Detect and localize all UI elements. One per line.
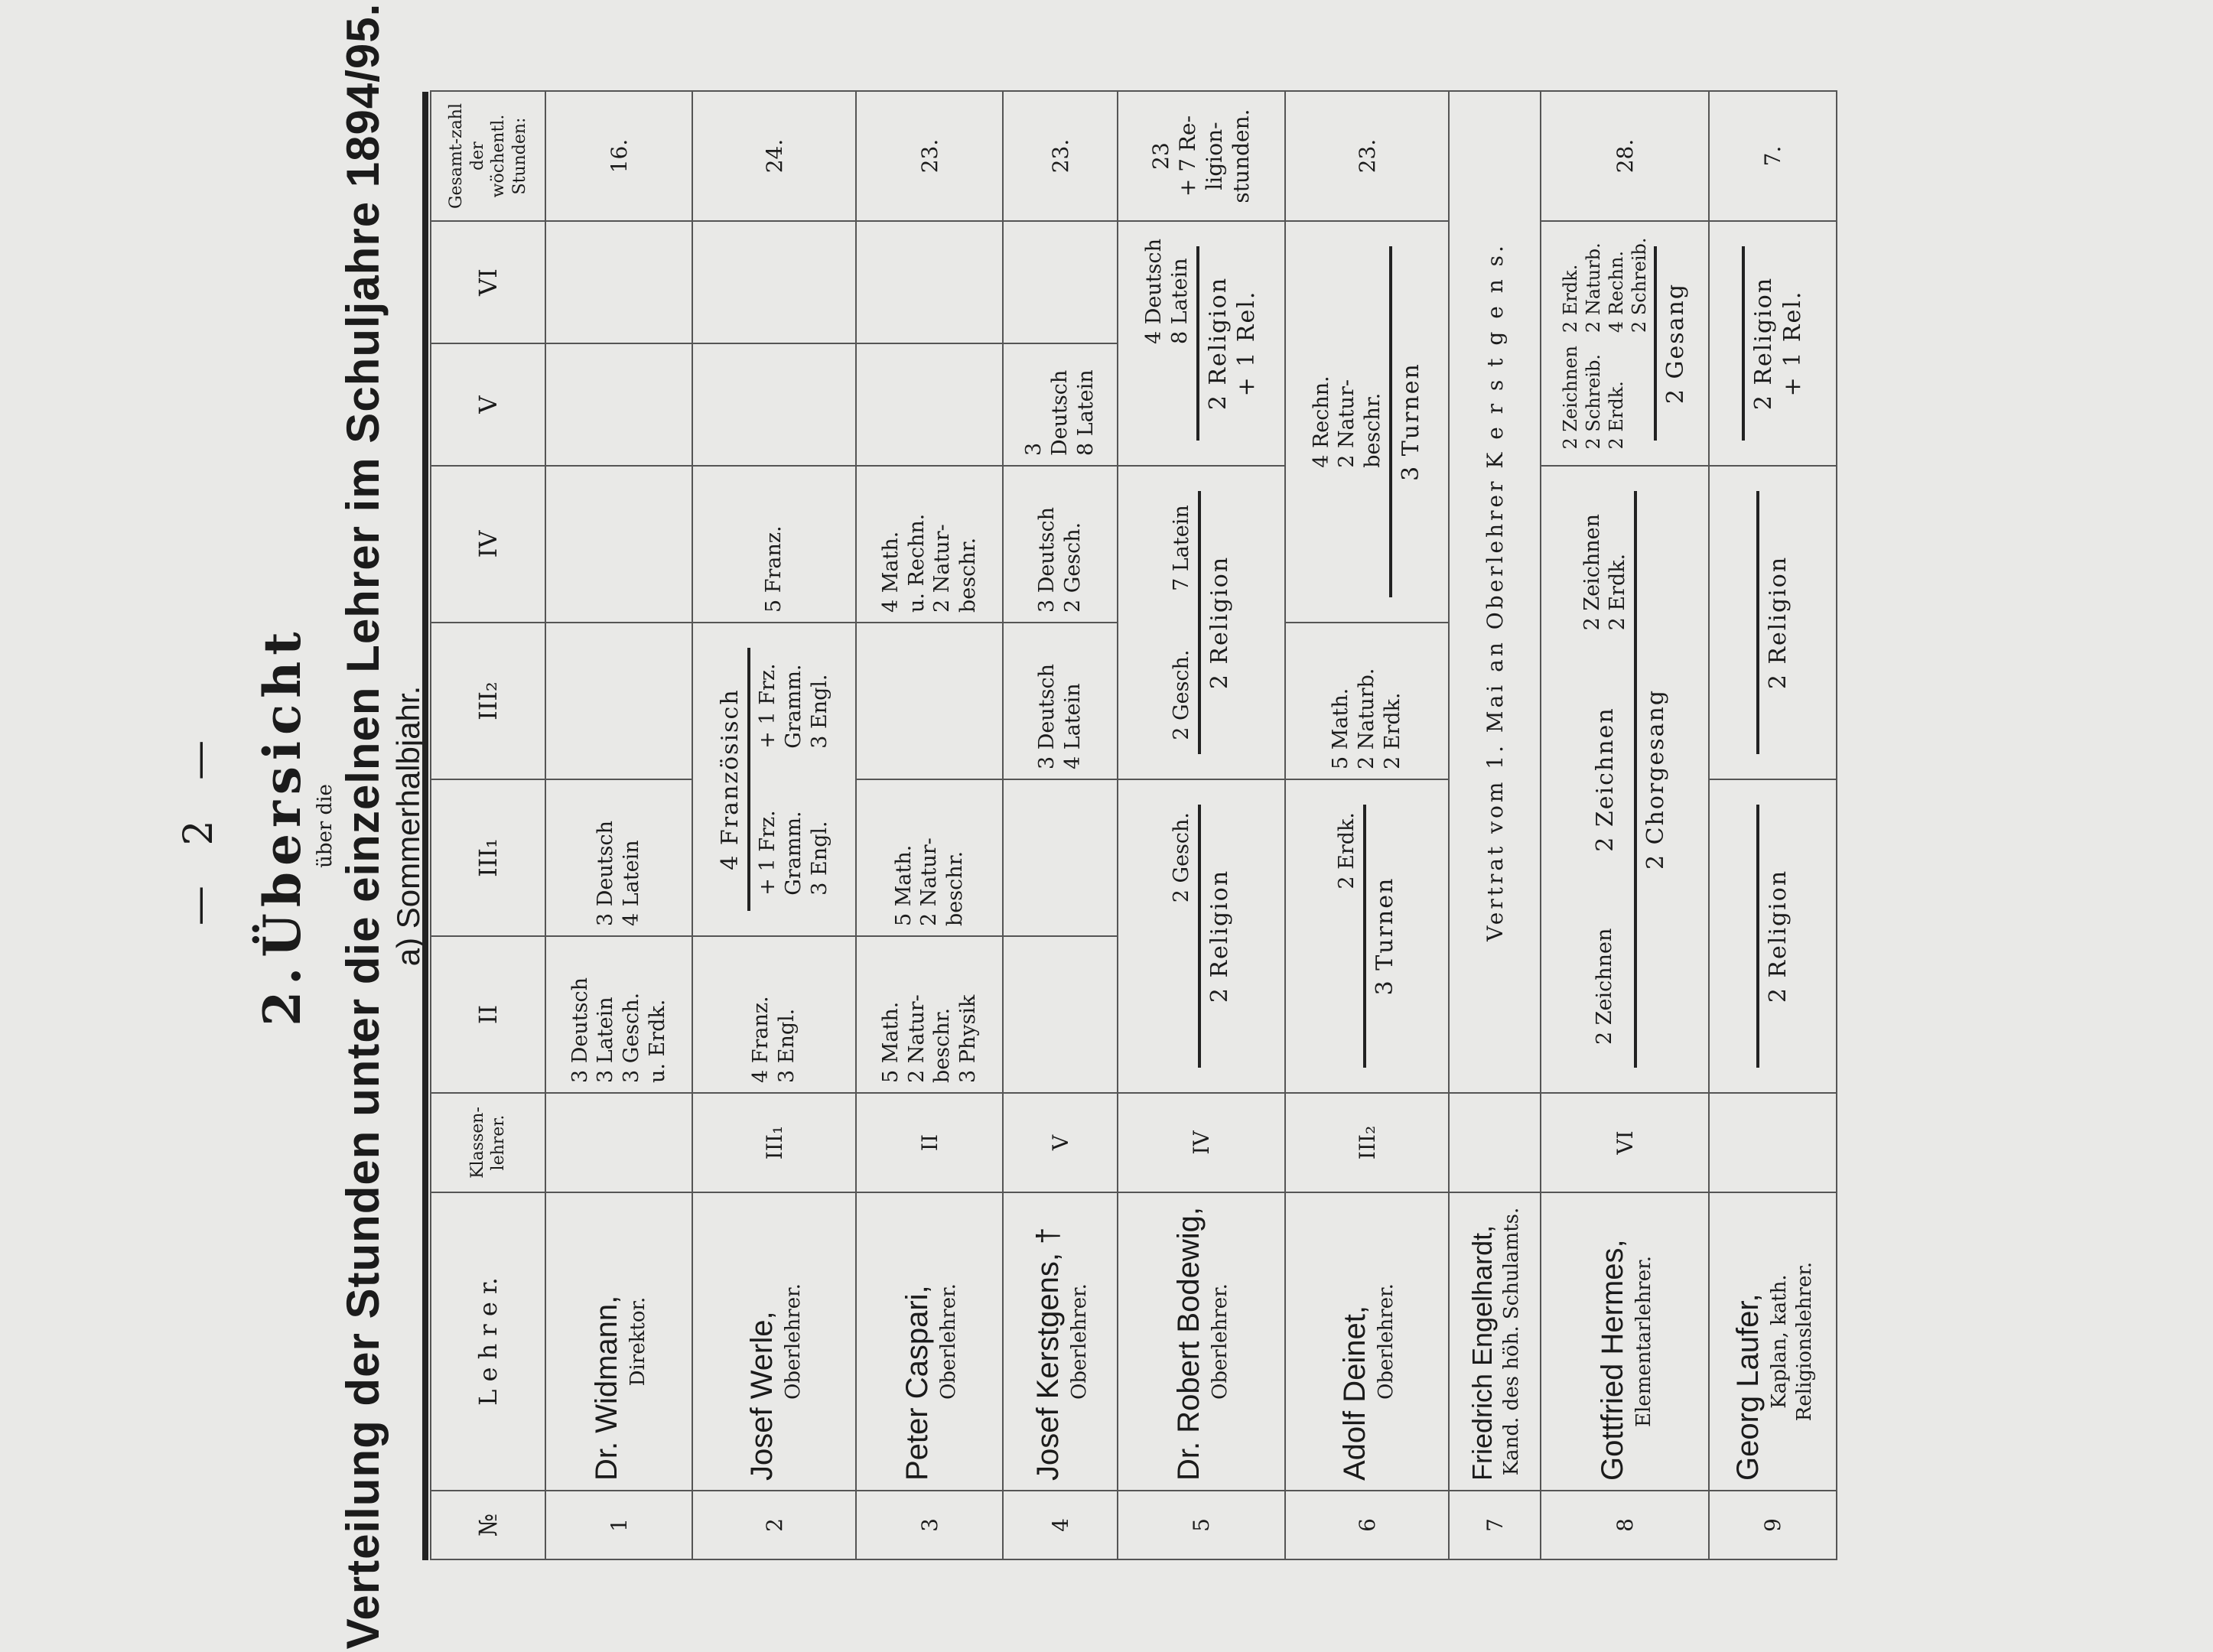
header-col-III1: III₁ (431, 779, 545, 936)
row-nr: 9 (1709, 1491, 1837, 1559)
span-label: 3 Turnen (1372, 876, 1399, 996)
klassenlehrer-cell: VI (1541, 1093, 1709, 1192)
table-subtitle: Verteilung der Stunden unter die einzelnen Lehrer im Schuljahre 1894/95. (337, 2, 389, 1650)
teacher-cell (1003, 1192, 1118, 1491)
section-word: Übersicht (252, 626, 312, 958)
teacher-role: Oberlehrer. (781, 1283, 805, 1400)
teacher-name: Gottfried Hermes, (1595, 1239, 1629, 1481)
hours-III1: 3 Deutsch 4 Latein (594, 821, 643, 926)
teacher-role: Oberlehrer. (1374, 1283, 1398, 1400)
teacher-cell (1285, 1192, 1449, 1491)
teacher-name: Friedrich Engelhardt, (1466, 1224, 1499, 1481)
cell-V-VI (1118, 221, 1285, 466)
cell-V (545, 343, 692, 466)
hours-III1: 2 Gesch. (1169, 812, 1193, 903)
teacher-name: Dr. Robert Bodewig, (1172, 1207, 1206, 1481)
total-hours: 23. (856, 91, 1003, 221)
table-row (1709, 91, 1837, 1559)
hours-IV: 7 Latein (1169, 505, 1193, 591)
cell-VI (1003, 221, 1118, 343)
cell-III2 (1285, 623, 1449, 779)
section-number: 2. (252, 961, 312, 1026)
klassenlehrer-cell: IV (1118, 1093, 1285, 1192)
table-row (545, 91, 692, 1559)
header-row (431, 91, 545, 1559)
teacher-name: Georg Laufer, (1731, 1293, 1766, 1481)
total-hours: 23. (1003, 91, 1118, 221)
cell-III2 (856, 623, 1003, 779)
teacher-name: Dr. Widmann, (589, 1295, 623, 1481)
header-col-IV: IV (431, 466, 545, 623)
cell-II (856, 936, 1003, 1093)
brace-mark (1756, 805, 1759, 1068)
cell-II-III1 (1709, 779, 1837, 1093)
hours-VI: 4 Deutsch 8 Latein (1142, 239, 1192, 344)
cell-III2 (1003, 623, 1118, 779)
klassenlehrer-cell: II (856, 1093, 1003, 1192)
span-label: 2 Religion + 1 Rel. (1750, 276, 1806, 411)
cell-IV (545, 466, 692, 623)
hours-II: 3 Deutsch 3 Latein 3 Gesch. u. Erdk. (568, 977, 669, 1083)
table-row (1449, 91, 1541, 1559)
hours-III2: 3 Deutsch 4 Latein (1035, 664, 1085, 769)
hours-III1: 2 Erdk. (1335, 812, 1359, 889)
header-col-II: II (431, 936, 545, 1093)
hours-III1: + 1 Frz. Gramm. 3 Engl. (756, 810, 832, 896)
header-lehrer: L e h r e r. (431, 1192, 545, 1491)
hours-V: 4 Rechn. 2 Natur- beschr. (1309, 376, 1385, 468)
cell-V-VI (1541, 221, 1709, 466)
span-label-III1-III2: 2 Zeichnen (1591, 707, 1619, 852)
row-nr: 1 (545, 1491, 692, 1559)
teacher-name: Peter Caspari, (900, 1285, 935, 1481)
cell-IV (1003, 466, 1118, 623)
brace-mark (1198, 491, 1201, 754)
teacher-cell (1541, 1192, 1709, 1491)
header-gesamt: Gesamt-zahl der wöchentl. Stunden: (431, 91, 545, 221)
klassenlehrer-cell (1709, 1093, 1837, 1192)
klassenlehrer-cell (545, 1093, 692, 1192)
hours-IV: 3 Deutsch 2 Gesch. (1035, 507, 1085, 613)
cell-III2-IV (1709, 466, 1837, 779)
cell-V (1003, 343, 1118, 466)
cell-II (545, 936, 692, 1093)
total-hours: 24. (692, 91, 856, 221)
teacher-cell (1709, 1192, 1837, 1491)
top-rule (422, 92, 428, 1560)
teacher-name: Adolf Deinet, (1337, 1305, 1372, 1481)
table-row (1118, 91, 1285, 1559)
hours-III2: 2 Gesch. (1169, 649, 1193, 740)
teacher-role: Kaplan, kath. Religionslehrer. (1768, 1261, 1816, 1422)
teacher-cell (692, 1192, 856, 1491)
brace-mark (1654, 246, 1657, 441)
section-title (252, 0, 312, 1652)
header-col-III2: III₂ (431, 623, 545, 779)
total-hours: 28. (1541, 91, 1709, 221)
table-row (1003, 91, 1118, 1559)
teacher-role: Oberlehrer. (937, 1283, 961, 1400)
teacher-hours-table (430, 90, 1837, 1560)
hours-II: 5 Math. 2 Natur- beschr. 3 Physik (878, 994, 981, 1083)
teacher-name: Josef Werle, (744, 1311, 779, 1481)
klassenlehrer-cell: V (1003, 1093, 1118, 1192)
brace-mark (1756, 491, 1759, 754)
header-nr: № (431, 1491, 545, 1559)
total-hours: 7. (1709, 91, 1837, 221)
page-number: — 2 — (176, 726, 222, 926)
table-row (856, 91, 1003, 1559)
vertrat-note: Vertrat vom 1. Mai an Oberlehrer K e r s t g e n s. (1449, 91, 1541, 1093)
uber-die: über die (314, 784, 337, 868)
cell-III1 (545, 779, 692, 936)
table-row (1541, 91, 1709, 1559)
cell-III1-III2 (692, 623, 856, 936)
teacher-role: Oberlehrer. (1209, 1283, 1232, 1400)
hours-IV: 5 Franz. (762, 525, 786, 613)
row-nr: 4 (1003, 1491, 1118, 1559)
hours-VI: 2 Erdk. 2 Naturb. 4 Rechn. 2 Schreib. (1560, 237, 1651, 333)
cell-II-III1 (1285, 779, 1449, 1093)
klassenlehrer-cell: III₂ (1285, 1093, 1449, 1192)
hours-III1: 5 Math. 2 Natur- beschr. (891, 837, 968, 926)
row-nr: 2 (692, 1491, 856, 1559)
row-nr: 5 (1118, 1491, 1285, 1559)
span-label: 2 Religion (1764, 869, 1792, 1003)
klassenlehrer-cell (1449, 1093, 1541, 1192)
hours-IV: 4 Math. u. Rechn. 2 Natur- beschr. (878, 513, 981, 613)
span-label: 2 Chorgesang (1642, 688, 1670, 870)
brace-mark (1634, 491, 1637, 1068)
brace-mark (1363, 805, 1366, 1068)
hours-III2: + 1 Frz. Gramm. 3 Engl. (756, 663, 832, 749)
total-hours: 23. (1285, 91, 1449, 221)
span-label: 3 Turnen (1397, 363, 1424, 481)
span-label: 2 Religion (1764, 555, 1792, 690)
cell-VI (692, 221, 856, 343)
cell-VI (545, 221, 692, 343)
teacher-role: Kand. des höh. Schulamts. (1500, 1207, 1524, 1476)
total-hours: 23 + 7 Re- ligion- stunden. (1118, 91, 1285, 221)
row-nr: 6 (1285, 1491, 1449, 1559)
brace-mark (1196, 246, 1199, 441)
cell-III1 (1003, 779, 1118, 936)
hours-III2: 5 Math. 2 Naturb. 2 Erdk. (1329, 668, 1404, 769)
teacher-cell (545, 1192, 692, 1491)
cell-II (692, 936, 856, 1093)
hours-V: 3 Deutsch 8 Latein (1022, 369, 1098, 456)
cell-III2-IV (1118, 466, 1285, 779)
klassenlehrer-cell: III₁ (692, 1093, 856, 1192)
teacher-cell (1118, 1192, 1285, 1491)
row-nr: 7 (1449, 1491, 1541, 1559)
cell-VI (856, 221, 1003, 343)
cell-V (856, 343, 1003, 466)
hours-V: 2 Zeichnen 2 Schreib. 2 Erdk. (1560, 346, 1628, 450)
table-row (1285, 91, 1449, 1559)
split-cells (755, 633, 832, 926)
hours-IV: 2 Zeichnen 2 Erdk. (1580, 514, 1630, 631)
row-nr: 8 (1541, 1491, 1709, 1559)
span-label: 2 Religion (1206, 869, 1233, 1003)
cell-IV (856, 466, 1003, 623)
cell-III1 (856, 779, 1003, 936)
teacher-cell (1449, 1192, 1541, 1491)
cell-V (692, 343, 856, 466)
cell-V-VI (1709, 221, 1837, 466)
hours-II: 2 Zeichnen (1593, 928, 1617, 1046)
cell-II (1003, 936, 1118, 1093)
total-hours: 16. (545, 91, 692, 221)
hours-II: 4 Franz. 3 Engl. (749, 996, 799, 1083)
row-nr: 3 (856, 1491, 1003, 1559)
header-col-VI: VI (431, 221, 545, 343)
semester-label: a) Sommerhalbjahr. (390, 685, 426, 967)
span-label: 2 Gesang (1662, 282, 1690, 405)
teacher-cell (856, 1192, 1003, 1491)
cell-III2 (545, 623, 692, 779)
header-klassenlehrer: Klassen-lehrer. (431, 1093, 545, 1192)
brace-mark (1389, 246, 1392, 597)
cell-IV-VI (1285, 221, 1449, 623)
span-label: 4 Französisch (716, 688, 744, 870)
brace-mark (1198, 805, 1201, 1068)
span-label: 2 Religion + 1 Rel. (1204, 276, 1261, 411)
teacher-role: Oberlehrer. (1067, 1283, 1091, 1400)
table-row (692, 91, 856, 1559)
brace-mark (1742, 246, 1745, 441)
span-label: 2 Religion (1206, 555, 1233, 690)
cell-II-IV (1541, 466, 1709, 1093)
teacher-role: Elementarlehrer. (1632, 1256, 1655, 1427)
cell-IV (692, 466, 856, 623)
teacher-role: Direktor. (626, 1296, 649, 1387)
teacher-name: Josef Kerstgens, † (1030, 1227, 1065, 1481)
cell-II-III1 (1118, 779, 1285, 1093)
brace-mark (747, 648, 750, 911)
header-col-V: V (431, 343, 545, 466)
